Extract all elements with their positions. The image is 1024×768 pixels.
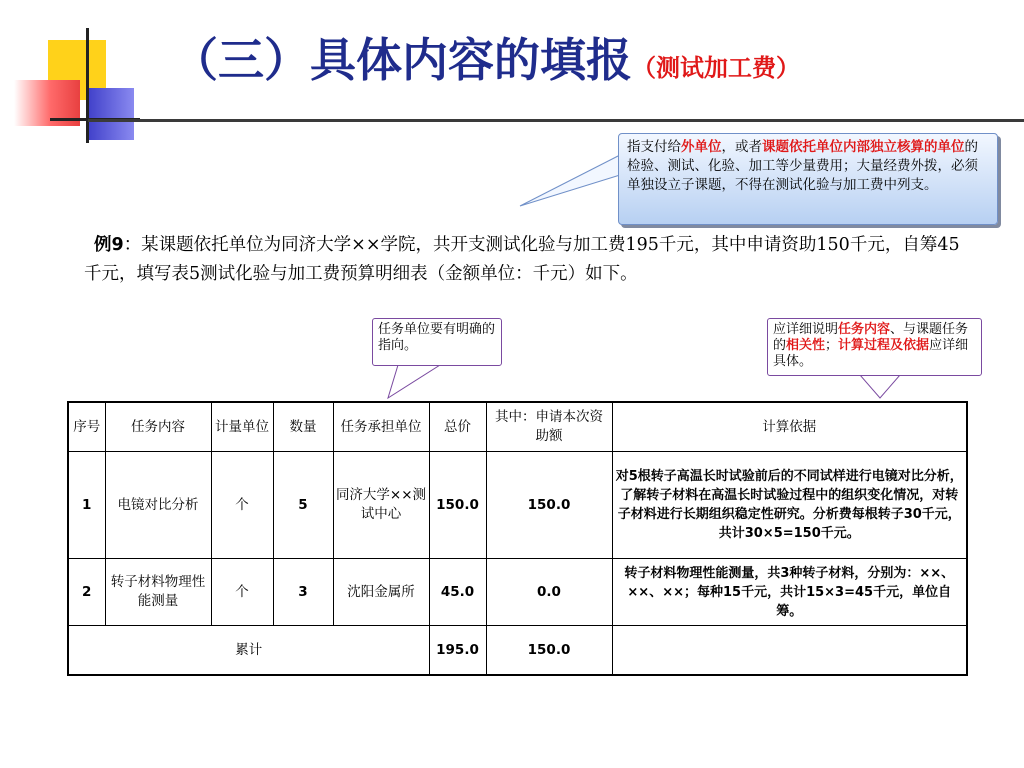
cell-qty: 3 — [273, 559, 333, 626]
header-funded: 其中：申请本次资助额 — [486, 402, 612, 452]
title-main: （三）具体内容的填报 — [172, 33, 632, 87]
header-total: 总价 — [429, 402, 486, 452]
table-summary-row — [68, 626, 967, 676]
cell-org: 同济大学××测试中心 — [333, 452, 429, 559]
example-paragraph — [84, 231, 964, 289]
callout-text: 、与课题任务的 — [773, 322, 969, 353]
callout-detail-note — [767, 318, 982, 376]
callout-text: 指支付给 — [627, 139, 681, 155]
cell-funded: 0.0 — [486, 559, 612, 626]
cell-total: 45.0 — [429, 559, 486, 626]
callout-text: 的检验、测试、化验、加工等少量费用；大量经费外拨，必须单独设立子课题，不得在测试化验与加工费中列支。 — [627, 139, 978, 193]
cell-qty: 5 — [273, 452, 333, 559]
cell-basis: 对5根转子高温长时试验前后的不同试样进行电镜对比分析，了解转子材料在高温长时试验过程中的组织变化情况，对转子材料进行长期组织稳定性研究。分析费每根转子30千元，共计30×5=150千元。 — [612, 452, 967, 559]
cell-content: 转子材料物理性能测量 — [105, 559, 211, 626]
cell-content: 电镜对比分析 — [105, 452, 211, 559]
example-lead: 例9 — [94, 235, 124, 255]
header-unit: 计量单位 — [211, 402, 273, 452]
callout-highlight: 计算过程及依据 — [838, 338, 930, 353]
cell-summary-basis — [612, 626, 967, 676]
callout-text: 任务单位要有明确的指向。 — [378, 322, 496, 353]
cell-seq: 1 — [68, 452, 105, 559]
header-qty: 数量 — [273, 402, 333, 452]
cell-funded: 150.0 — [486, 452, 612, 559]
callout-payment-note — [618, 133, 998, 225]
budget-table — [67, 401, 968, 676]
header-seq: 序号 — [68, 402, 105, 452]
cell-basis: 转子材料物理性能测量，共3种转子材料，分别为：××、××、××；每种15千元，共计15×3=45千元，单位自筹。 — [612, 559, 967, 626]
callout-highlight: 外单位 — [681, 139, 722, 155]
callout-highlight: 任务内容 — [838, 322, 891, 337]
callout-highlight: 课题依托单位内部独立核算的单位 — [762, 139, 965, 155]
cell-seq: 2 — [68, 559, 105, 626]
cell-unit: 个 — [211, 559, 273, 626]
header-org: 任务承担单位 — [333, 402, 429, 452]
example-body: ：某课题依托单位为同济大学××学院，共开支测试化验与加工费195千元，其中申请资助150千元，自筹45千元，填写表5测试化验与加工费预算明细表（金额单位：千元）如下。 — [84, 235, 960, 284]
title-sub: （测试加工费） — [632, 54, 800, 82]
callout-detail-tail — [860, 375, 900, 398]
table-header-row — [68, 402, 967, 452]
cell-summary-label: 累计 — [68, 626, 429, 676]
callout-top-tail — [520, 155, 620, 206]
cell-unit: 个 — [211, 452, 273, 559]
cell-org: 沈阳金属所 — [333, 559, 429, 626]
callout-unit-note — [372, 318, 502, 366]
callout-text: ； — [825, 338, 839, 353]
header-basis: 计算依据 — [612, 402, 967, 452]
cell-summary-funded: 150.0 — [486, 626, 612, 676]
header-content: 任务内容 — [105, 402, 211, 452]
callout-text: 应详细具体。 — [773, 338, 969, 369]
callout-unit-tail — [388, 365, 440, 398]
table-row — [68, 559, 967, 626]
callout-text: 应详细说明 — [773, 322, 839, 337]
table-row — [68, 452, 967, 559]
cell-summary-total: 195.0 — [429, 626, 486, 676]
callout-text: ，或者 — [721, 139, 762, 155]
callout-highlight: 相关性 — [786, 338, 826, 353]
cell-total: 150.0 — [429, 452, 486, 559]
